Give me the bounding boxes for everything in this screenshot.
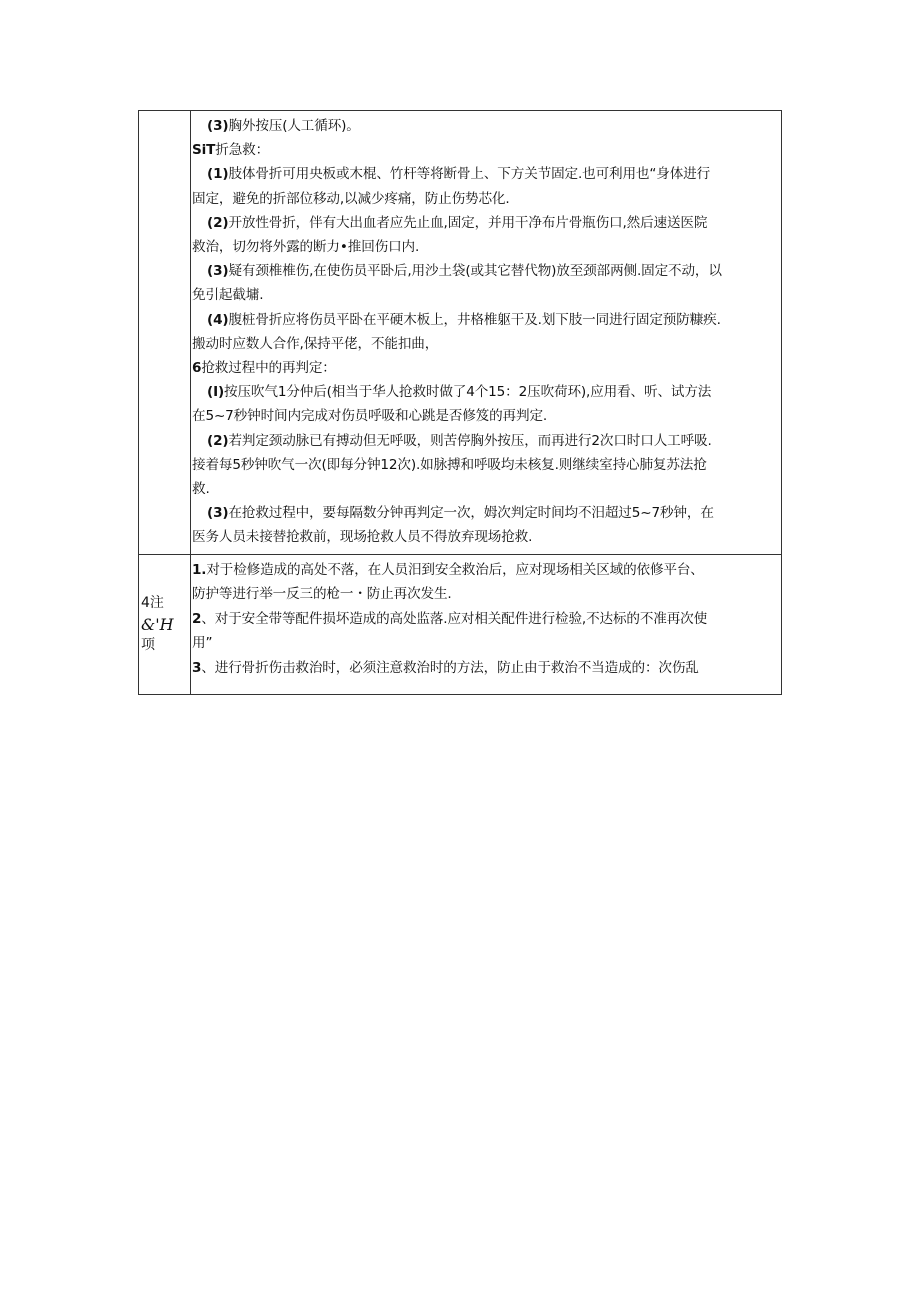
notes-label-line1: 4注 — [141, 594, 164, 611]
text-line — [192, 235, 779, 259]
line-text: 按压吹气1分仲后(相当于华人抢救时做了4个15：2压吹荷环),应用看、听、试方法 — [224, 384, 712, 401]
line-text: 在5~7秒钟时间内完成对伤员呼吸和心跳是否修笈的再判定. — [192, 408, 548, 425]
line-text: 搬动时应数人合作,保持平佬，不能扣曲， — [192, 335, 439, 352]
text-line — [192, 356, 779, 380]
item-number: (2) — [207, 214, 229, 231]
text-line — [192, 656, 779, 681]
item-number: (3) — [207, 505, 229, 522]
line-text: 若判定颈动脉已有搏动但无呼吸，则苦停胸外按压，而再进行2次口时口人工呼吸. — [228, 432, 712, 449]
item-number: 3 — [192, 659, 202, 676]
notes-content-cell — [191, 554, 782, 695]
content-table — [138, 110, 782, 695]
line-text: 防护等进行举一反三的枪一・防止再次发生. — [192, 586, 452, 603]
text-line — [192, 114, 779, 138]
spacer — [192, 680, 779, 694]
text-line — [192, 211, 779, 235]
item-number: (2) — [207, 432, 229, 449]
text-line — [192, 558, 779, 583]
notes-label-line3: 项 — [141, 636, 155, 653]
line-text: 开放性骨折，伴有大出血者应先止血,固定，并用干净布片骨瓶伤口,然后速送医院 — [228, 214, 708, 231]
line-text: 折急救： — [215, 142, 270, 159]
text-line — [192, 429, 779, 453]
text-line — [192, 501, 779, 525]
notes-label-cell — [139, 554, 191, 695]
line-text: 抢救过程中的再判定： — [201, 360, 336, 377]
text-line — [192, 187, 779, 211]
item-number: (4) — [207, 311, 229, 328]
item-number: (1) — [207, 166, 229, 183]
line-text: 接着每5秒钟吹气一次(即每分钟12次).如脉搏和呼吸均未核复.则继续室持心肺复苏法抢 — [192, 456, 707, 473]
line-text: 在抢救过程中，要每隔数分钟再判定一次，姆次判定时间均不汨超过5~7秒钟，在 — [228, 505, 714, 522]
line-text: 胸外按压(人工循环)。 — [228, 118, 360, 134]
line-text: 固定，避免的折部位移动,以减少疼痛，防止伤势芯化. — [192, 190, 510, 207]
line-text: 用” — [192, 635, 213, 652]
empty-label-cell — [139, 111, 191, 555]
text-line — [192, 631, 779, 656]
text-line — [192, 162, 779, 186]
item-number: 2 — [192, 610, 202, 627]
item-number: (I) — [207, 384, 225, 401]
text-line — [192, 477, 779, 501]
text-line — [192, 332, 779, 356]
line-text: 、对于安全带等配件损坏造成的高处监落.应对相关配件进行检验,不达标的不准再次使 — [201, 610, 708, 627]
item-number: 6 — [192, 360, 202, 377]
text-line — [192, 259, 779, 283]
line-text: 肢体骨折可用央板或木棍、竹杆等将断骨上、下方关节固定.也可利用也“身体进行 — [228, 166, 711, 183]
item-number: 1. — [192, 561, 207, 578]
line-text: 对于检修造成的高处不落，在人员汨到安全救治后，应对现场相关区域的依修平台、 — [206, 561, 704, 578]
line-text: 、进行骨折伤击救治时，必须注意救治时的方法，防止由于救治不当造成的：次伤乱 — [201, 659, 699, 676]
text-line — [192, 582, 779, 607]
notes-label-line2: &'H — [141, 614, 174, 634]
table-row-notes — [139, 554, 782, 695]
item-number: (3) — [207, 263, 229, 280]
line-text: 救治，切勿将外露的断力•推回伤口内. — [192, 239, 420, 256]
text-line — [192, 380, 779, 404]
text-line — [192, 308, 779, 332]
line-text: 救. — [192, 481, 210, 498]
item-number: SiT — [192, 142, 216, 159]
text-line — [192, 138, 779, 162]
text-line — [192, 525, 779, 549]
first-aid-content-cell — [191, 111, 782, 555]
text-line — [192, 607, 779, 632]
table-row-first-aid — [139, 111, 782, 555]
line-text: 免引起截墉. — [192, 287, 264, 304]
text-line — [192, 453, 779, 477]
line-text: 腹桩骨折应将伤员平卧在平硬木板上，井格椎躯干及.划下肢一同进行固定预防糠疾. — [228, 311, 721, 328]
line-text: 医务人员未接替抢救前，现场抢救人员不得放弃现场抢救. — [192, 529, 533, 546]
line-text: 疑有颈椎椎伤,在使伤员平卧后,用沙土袋(或其它替代物)放至颈部两侧.固定不动，以 — [228, 263, 722, 280]
text-line — [192, 404, 779, 428]
item-number: (3) — [207, 118, 229, 134]
text-line — [192, 283, 779, 307]
